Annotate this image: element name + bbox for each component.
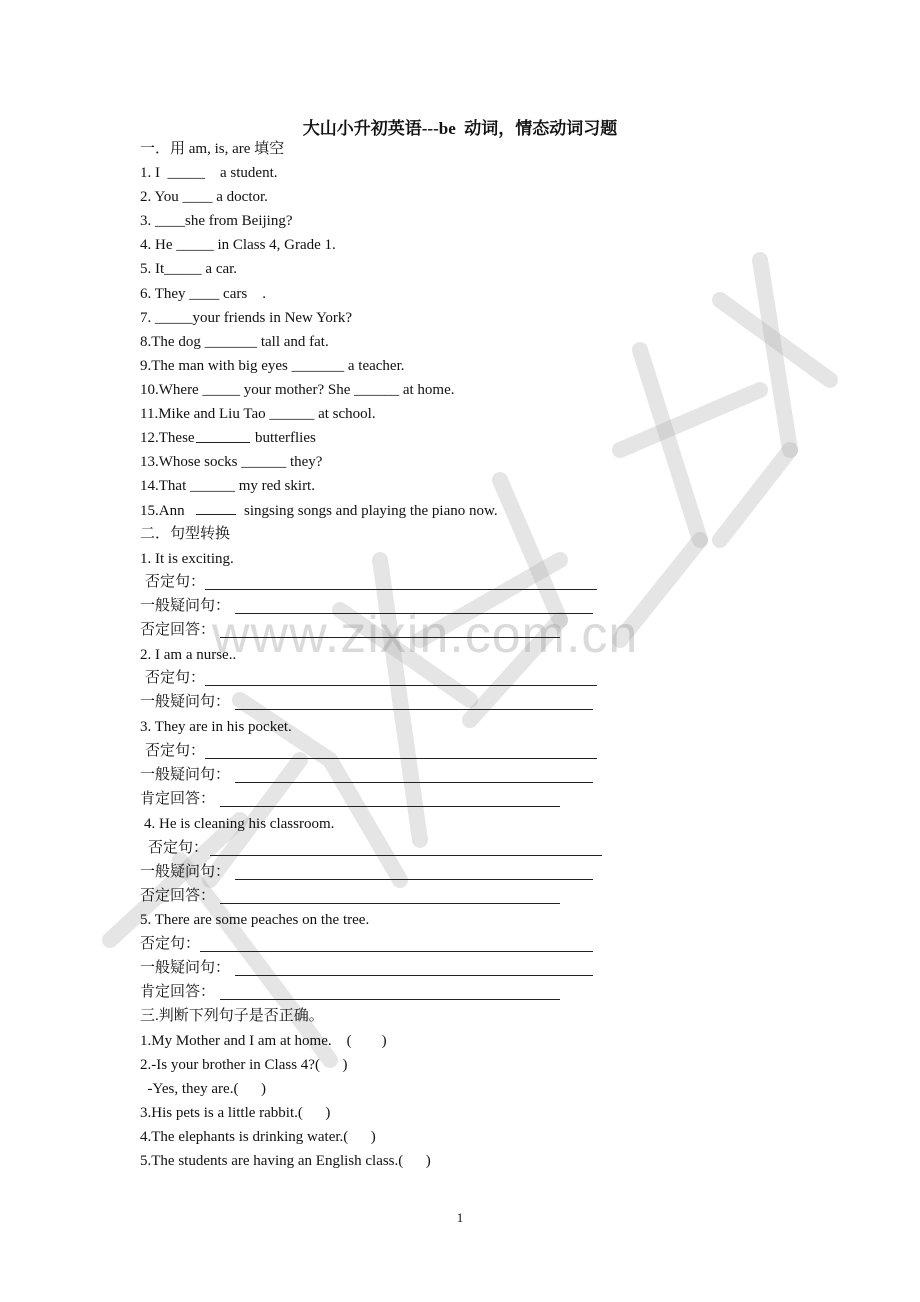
- blank-line[interactable]: [196, 442, 250, 443]
- transform-q1-sentence: 1. It is exciting.: [140, 551, 234, 567]
- fill-item-5: 5. It_____ a car.: [140, 261, 238, 277]
- transform-q5-neg-label: 否定句：: [140, 936, 201, 952]
- transform-q4-sentence: 4. He is cleaning his classroom.: [144, 816, 335, 832]
- answer-line[interactable]: [205, 758, 597, 759]
- answer-line[interactable]: [200, 951, 593, 952]
- transform-q1-neg-label: 否定句：: [145, 574, 206, 590]
- fill-item-12: 12.These: [140, 430, 195, 446]
- fill-item-1: 1. I _____ a student.: [140, 165, 278, 181]
- blank-line[interactable]: [196, 514, 236, 515]
- watermark-url: www.zixin.com.cn: [212, 606, 639, 664]
- transform-q2-question-label: 一般疑问句：: [140, 694, 231, 710]
- fill-item-7: 7. _____your friends in New York?: [140, 310, 353, 326]
- answer-line[interactable]: [235, 975, 593, 976]
- fill-item-14: 14.That ______ my red skirt.: [140, 478, 315, 494]
- judge-item-2: 2.-Is your brother in Class 4?( ): [140, 1057, 348, 1073]
- transform-q2-neg-label: 否定句：: [145, 670, 206, 686]
- transform-q3-question-label: 一般疑问句：: [140, 767, 231, 783]
- judge-item-2-reply: -Yes, they are.( ): [140, 1081, 266, 1097]
- transform-q5-sentence: 5. There are some peaches on the tree.: [140, 912, 370, 928]
- answer-line[interactable]: [205, 589, 597, 590]
- fill-item-9: 9.The man with big eyes _______ a teacher.: [140, 358, 405, 374]
- answer-line[interactable]: [220, 806, 560, 807]
- answer-line[interactable]: [235, 782, 593, 783]
- answer-line[interactable]: [235, 709, 593, 710]
- answer-line[interactable]: [210, 855, 602, 856]
- transform-q3-answer-label: 肯定回答：: [140, 791, 216, 807]
- fill-item-4: 4. He _____ in Class 4, Grade 1.: [140, 237, 336, 253]
- answer-line[interactable]: [235, 613, 593, 614]
- transform-q2-sentence: 2. I am a nurse..: [140, 647, 237, 663]
- answer-line[interactable]: [220, 637, 560, 638]
- transform-q1-question-label: 一般疑问句：: [140, 598, 231, 614]
- fill-item-13: 13.Whose socks ______ they?: [140, 454, 323, 470]
- fill-item-6: 6. They ____ cars .: [140, 286, 266, 302]
- transform-q3-sentence: 3. They are in his pocket.: [140, 719, 292, 735]
- transform-q3-neg-label: 否定句：: [145, 743, 206, 759]
- transform-q4-question-label: 一般疑问句：: [140, 864, 231, 880]
- fill-item-3: 3. ____she from Beijing?: [140, 213, 293, 229]
- fill-item-12-tail: butterflies: [255, 430, 316, 446]
- section1-heading: 一．用 am, is, are 填空: [140, 141, 285, 157]
- judge-item-3: 3.His pets is a little rabbit.( ): [140, 1105, 331, 1121]
- transform-q4-neg-label: 否定句：: [148, 840, 209, 856]
- fill-item-2: 2. You ____ a doctor.: [140, 189, 268, 205]
- judge-item-5: 5.The students are having an English class.( ): [140, 1153, 431, 1169]
- answer-line[interactable]: [205, 685, 597, 686]
- answer-line[interactable]: [220, 999, 560, 1000]
- page-number: 1: [456, 1210, 464, 1225]
- section2-heading: 二．句型转换: [140, 526, 231, 542]
- fill-item-15-tail: singsing songs and playing the piano now.: [244, 503, 498, 519]
- section3-heading: 三.判断下列句子是否正确。: [140, 1008, 324, 1024]
- transform-q5-answer-label: 肯定回答：: [140, 984, 216, 1000]
- fill-item-8: 8.The dog _______ tall and fat.: [140, 334, 329, 350]
- transform-q4-answer-label: 否定回答：: [140, 888, 216, 904]
- transform-q5-question-label: 一般疑问句：: [140, 960, 231, 976]
- judge-item-4: 4.The elephants is drinking water.( ): [140, 1129, 376, 1145]
- transform-q1-answer-label: 否定回答：: [140, 622, 216, 638]
- answer-line[interactable]: [220, 903, 560, 904]
- fill-item-15: 15.Ann: [140, 503, 185, 519]
- answer-line[interactable]: [235, 879, 593, 880]
- judge-item-1: 1.My Mother and I am at home. ( ): [140, 1033, 387, 1049]
- page-title: 大山小升初英语---be 动词，情态动词习题: [302, 119, 618, 138]
- fill-item-11: 11.Mike and Liu Tao ______ at school.: [140, 406, 376, 422]
- fill-item-10: 10.Where _____ your mother? She ______ at home.: [140, 382, 455, 398]
